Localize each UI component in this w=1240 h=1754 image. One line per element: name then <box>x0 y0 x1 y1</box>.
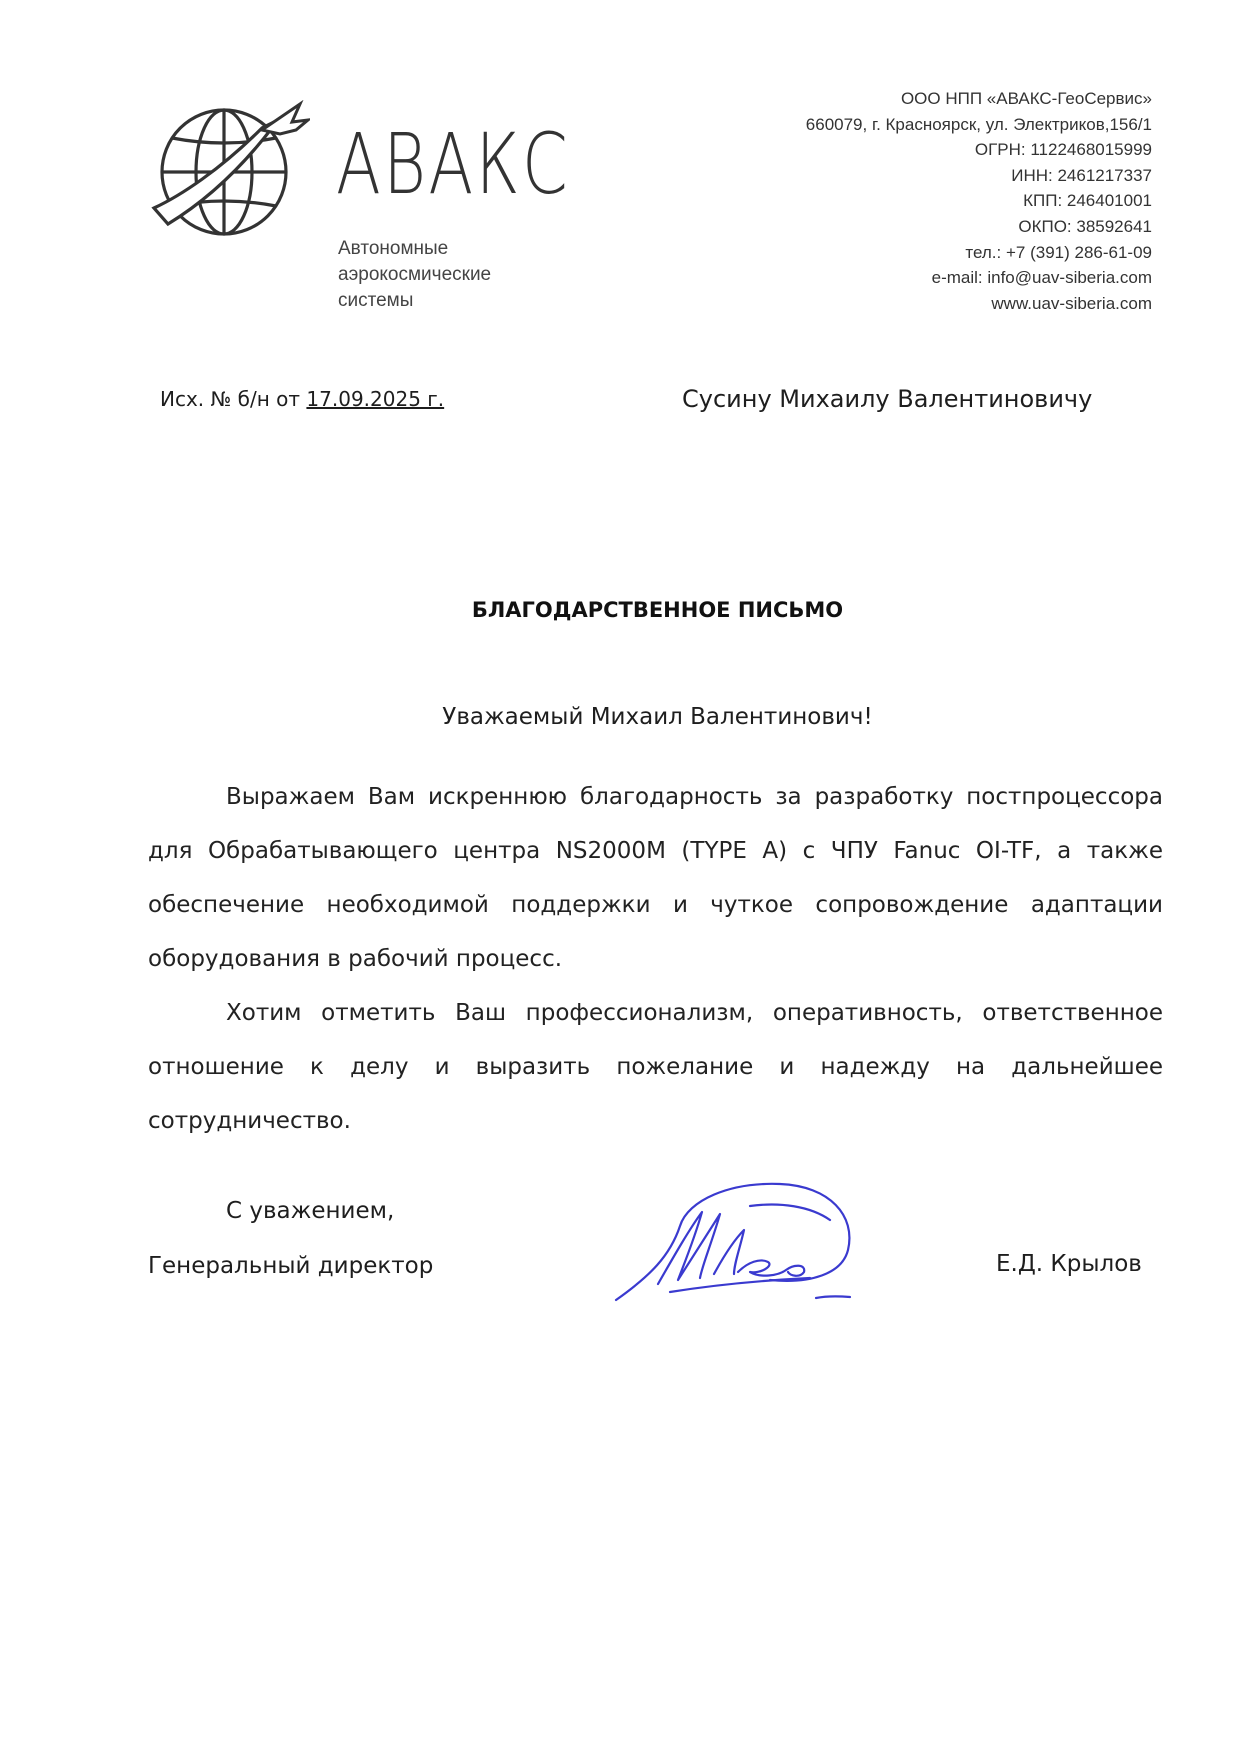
company-legal-name: ООО НПП «АВАКС-ГеоСервис» <box>900 89 1152 108</box>
company-email: e-mail: info@uav-siberia.com <box>931 268 1152 288</box>
signer-name: Е.Д. Крылов <box>996 1251 1142 1277</box>
tagline-line: системы <box>338 290 414 311</box>
signer-position: Генеральный директор <box>148 1253 434 1279</box>
company-ogrn: ОГРН: 1122468015999 <box>974 140 1152 160</box>
tagline-line: Автономные <box>338 238 449 259</box>
reference-prefix: Исх. № б/н от <box>160 387 307 411</box>
company-address: 660079, г. Красноярск, ул. Электриков,156/1 <box>805 114 1152 134</box>
company-okpo: ОКПО: 38592641 <box>1018 216 1152 236</box>
handwritten-signature <box>610 1176 870 1308</box>
company-website: www.uav-siberia.com <box>991 293 1152 313</box>
company-inn: ИНН: 2461217337 <box>1011 165 1152 185</box>
tagline-line: аэрокосмические <box>338 264 492 285</box>
salutation: Уважаемый Михаил Валентинович! <box>442 704 873 730</box>
letter-title: БЛАГОДАРСТВЕННОЕ ПИСЬМО <box>471 598 844 622</box>
body-paragraph: Хотим отметить Ваш профессионализм, оперативность, ответственное отношение к делу и выразить пожелание и надежду на дальнейшее сотрудничество. <box>148 1000 1163 1134</box>
company-tagline <box>338 236 491 314</box>
outgoing-reference <box>160 386 444 412</box>
company-logo-name: АВАКС <box>336 115 571 213</box>
closing-regards: С уважением, <box>226 1198 395 1224</box>
company-phone: тел.: +7 (391) 286-61-09 <box>965 242 1152 262</box>
reference-date: 17.09.2025 г. <box>306 387 445 411</box>
avaks-globe-logo-icon <box>150 100 310 240</box>
company-requisites <box>806 86 1152 316</box>
letter-body <box>148 770 1163 1148</box>
addressee: Сусину Михаилу Валентиновичу <box>682 385 1093 413</box>
body-paragraph: Выражаем Вам искреннюю благодарность за разработку постпроцессора для Обрабатывающего центра NS2000M (TYPE A) с ЧПУ Fanuc OI-TF, а также обеспечение необходимой поддержки и чуткое сопровождение адаптации оборудования в рабочий процесс. <box>148 784 1163 972</box>
company-kpp: КПП: 246401001 <box>1023 191 1152 211</box>
